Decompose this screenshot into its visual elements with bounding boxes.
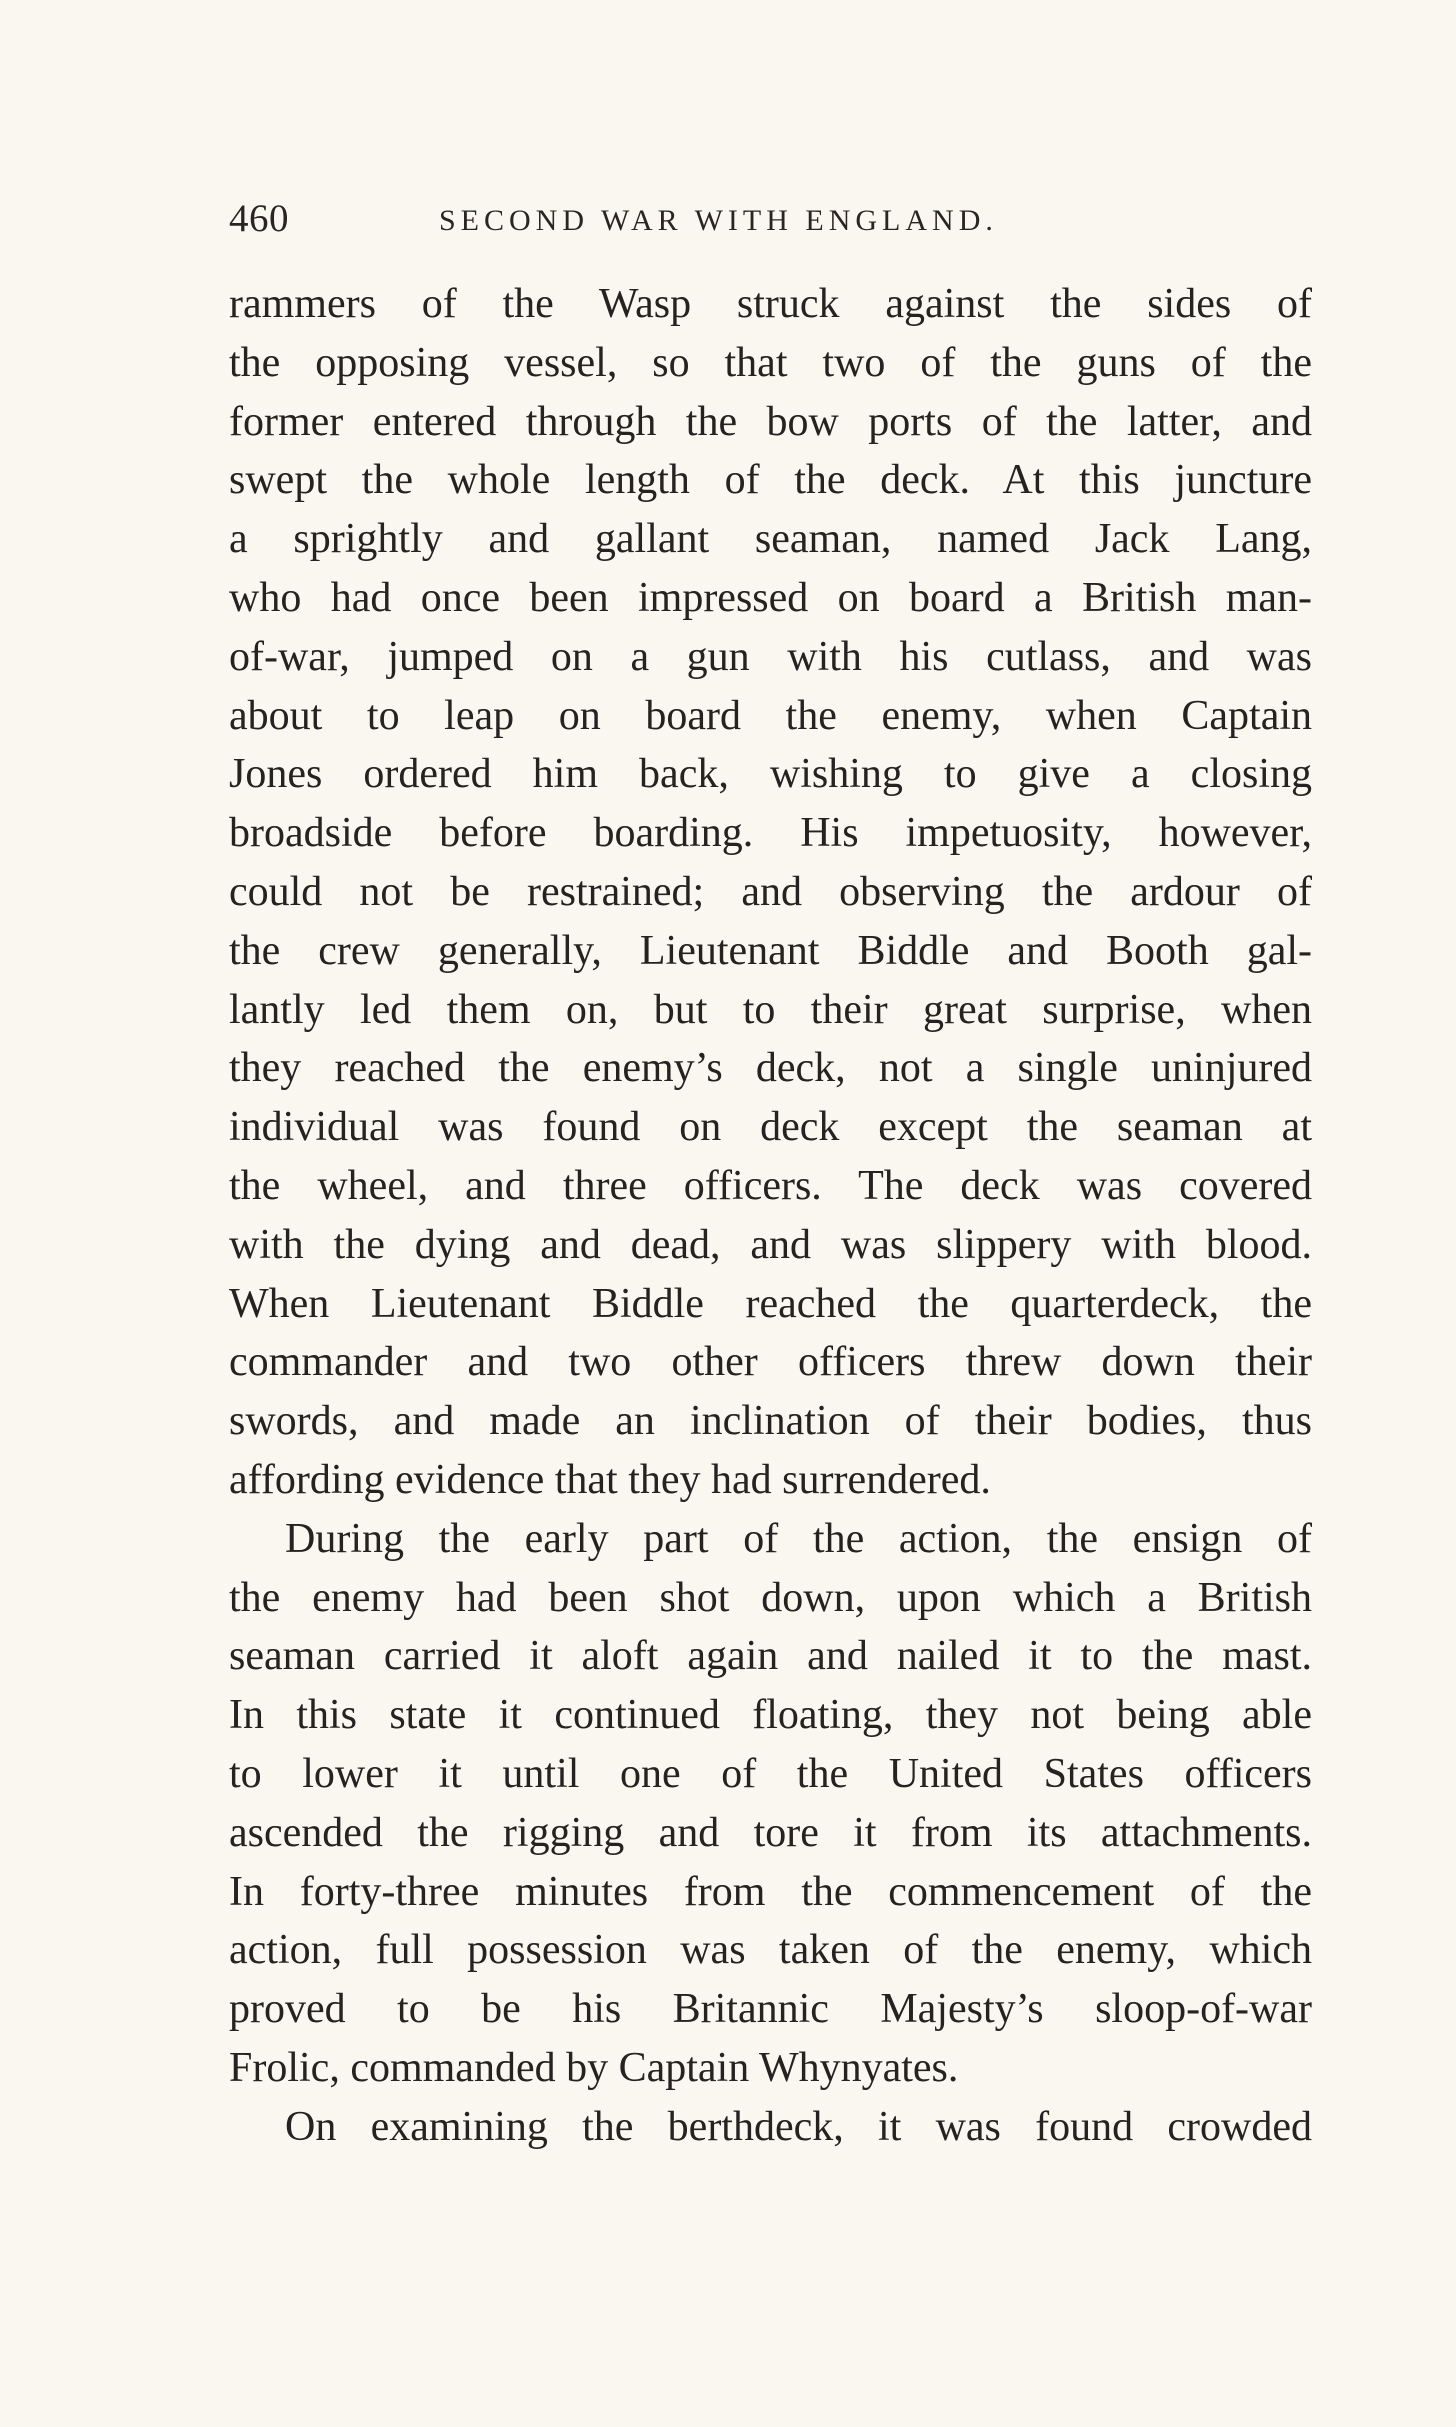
page-header: [229, 196, 1319, 256]
paragraph-first-line: During the early part of the action, the ensign of: [285, 1515, 1312, 1562]
text-line: proved to be his Britannic Majesty’s sloop-of-war: [229, 1986, 1312, 2033]
text-line: action, full possession was taken of the enemy, which: [229, 1927, 1312, 1974]
text-line: about to leap on board the enemy, when Captain: [229, 692, 1312, 739]
running-head: SECOND WAR WITH ENGLAND.: [439, 204, 998, 237]
paragraph-first-line: On examining the berthdeck, it was found crowded: [285, 2103, 1312, 2150]
text-line: swords, and made an inclination of their bodies, thus: [229, 1398, 1312, 1445]
text-line: with the dying and dead, and was slippery with blood.: [229, 1221, 1312, 1268]
text-line: to lower it until one of the United States officers: [229, 1750, 1312, 1797]
text-line: Frolic, commanded by Captain Whynyates.: [229, 2044, 959, 2091]
text-line: seaman carried it aloft again and nailed it to the mast.: [229, 1633, 1312, 1680]
text-line: ascended the rigging and tore it from its attachments.: [229, 1809, 1312, 1856]
text-line: commander and two other officers threw down their: [229, 1339, 1312, 1386]
text-line: of-war, jumped on a gun with his cutlass, and was: [229, 633, 1312, 680]
text-line: affording evidence that they had surrendered.: [229, 1456, 991, 1503]
text-line: the crew generally, Lieutenant Biddle and Booth gal-: [229, 927, 1312, 974]
text-line: In forty-three minutes from the commencement of the: [229, 1868, 1312, 1915]
text-line: the opposing vessel, so that two of the guns of the: [229, 339, 1312, 386]
text-line: swept the whole length of the deck. At this juncture: [229, 457, 1312, 504]
text-line: individual was found on deck except the seaman at: [229, 1104, 1312, 1151]
text-line: who had once been impressed on board a British man-: [229, 574, 1312, 621]
text-line: In this state it continued floating, they not being able: [229, 1692, 1312, 1739]
text-line: a sprightly and gallant seaman, named Jack Lang,: [229, 516, 1312, 563]
text-line: former entered through the bow ports of the latter, and: [229, 398, 1312, 445]
text-line: they reached the enemy’s deck, not a single uninjured: [229, 1045, 1312, 1092]
text-line: the enemy had been shot down, upon which a British: [229, 1574, 1312, 1621]
text-line: When Lieutenant Biddle reached the quarterdeck, the: [229, 1280, 1312, 1327]
page-number: 460: [229, 197, 289, 240]
text-line: could not be restrained; and observing the ardour of: [229, 868, 1312, 915]
text-line: lantly led them on, but to their great surprise, when: [229, 986, 1312, 1033]
body-text: [229, 275, 1312, 2157]
text-line: broadside before boarding. His impetuosity, however,: [229, 810, 1312, 857]
text-line: the wheel, and three officers. The deck was covered: [229, 1162, 1312, 1209]
text-line: Jones ordered him back, wishing to give a closing: [229, 751, 1312, 798]
text-line: rammers of the Wasp struck against the sides of: [229, 281, 1312, 327]
